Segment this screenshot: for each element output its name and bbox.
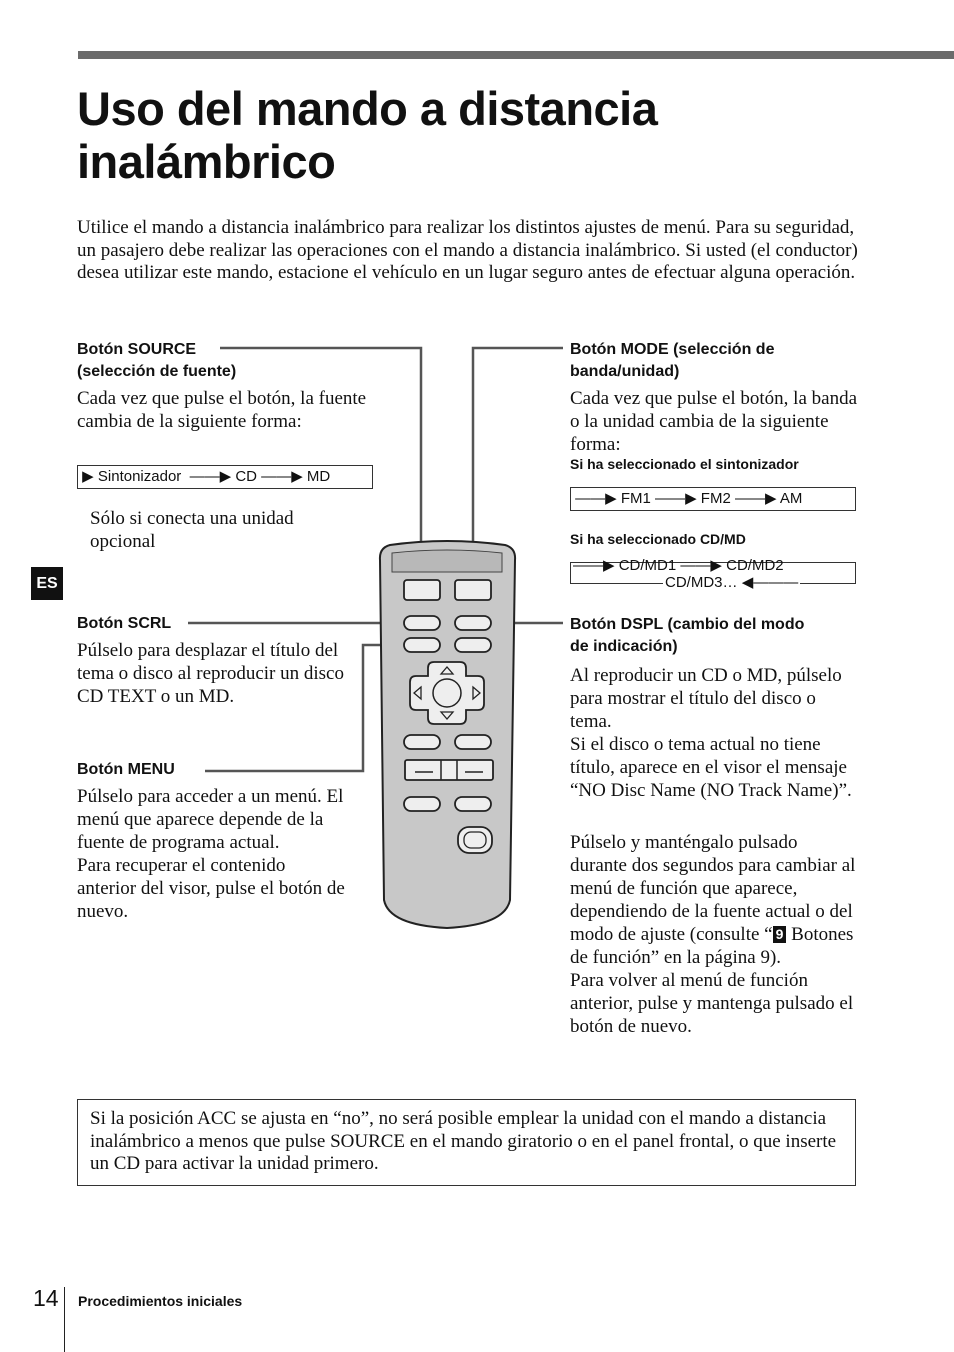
section-name: Procedimientos iniciales (78, 1293, 243, 1309)
remote-button (404, 797, 440, 811)
dspl-hold-description: Púlselo y manténgalo pulsado durante dos segundos para cambiar al menú de función que aparece, dependiendo de la fuente actual o del modo de ajuste (consulte “ 9 Botones de función” en la página 9). Para volver al menú de función anterior, pulse y mantenga pulsado el botón de nuevo. (570, 832, 856, 1037)
footer-divider (64, 1287, 65, 1352)
arrow-right-icon: ▶ (291, 468, 303, 485)
arrow-right-icon: ▶ (764, 490, 777, 507)
menu-leader-line (205, 645, 406, 771)
language-tab: ES (31, 567, 63, 600)
item-number-badge: 9 (773, 926, 787, 943)
cd-sequence-label: Si ha seleccionado CD/MD (570, 531, 746, 547)
arrow-right-icon: ▶ (82, 468, 94, 485)
remote-volume-rocker (405, 760, 493, 780)
menu-label: Botón MENU (77, 761, 175, 778)
source-label: Botón SOURCE (selección de fuente) (77, 341, 237, 380)
remote-ir-window (392, 550, 502, 572)
arrow-right-icon: ▶ (219, 468, 232, 485)
optional-unit-note: Sólo si conecta una unidad opcional (90, 508, 294, 552)
arrow-right-icon: ▶ (605, 490, 617, 507)
note-text: Si la posición ACC se ajusta en “no”, no será posible emplear la unidad con el mando a distancia inalámbrico a menos que pulse SOURCE en el mando giratorio o en el panel frontal, o que inserte un CD para activar la unidad primero. (90, 1108, 837, 1175)
remote-scrl-button (404, 616, 440, 630)
remote-off-button (458, 827, 492, 853)
dspl-description: Al reproducir un CD o MD, púlselo para mostrar el título del disco o tema. Si el disco o tema actual no tiene título, aparece en el visor el mensaje “NO Disc Name (NO Track Name)”. (570, 665, 852, 801)
remote-body (380, 541, 515, 928)
remote-list-button (455, 638, 491, 652)
source-sequence: ▶ Sintonizador ——▶ CD ——▶ MD (77, 465, 373, 489)
mode-label: Botón MODE (selección de banda/unidad) (570, 341, 775, 380)
remote-button (455, 797, 491, 811)
intro-paragraph: Utilice el mando a distancia inalámbrico para realizar los distintos ajustes de menú. Para su seguridad, un pasajero debe realizar las operaciones con el mando a distancia inalámbrico. Si usted (el conductor) desea utilizar este mando, estacione el vehículo en un lugar seguro antes de efectuar alguna operación. (77, 217, 858, 284)
source-description: Cada vez que pulse el botón, la fuente cambia de la siguiente forma: (77, 388, 367, 432)
dspl-label: Botón DSPL (cambio del modo de indicación) (570, 616, 805, 655)
remote-dspl-button (455, 616, 491, 630)
remote-menu-button (404, 638, 440, 652)
arrow-left-icon: ◀ (741, 574, 754, 591)
arrow-right-icon: ▶ (710, 557, 722, 574)
remote-mode-button (455, 580, 491, 600)
tuner-sequence: ——▶ FM1 ——▶ FM2 ——▶ AM (570, 487, 856, 511)
remote-button (404, 735, 440, 749)
scrl-label: Botón SCRL (77, 615, 172, 632)
scrl-description: Púlselo para desplazar el título del tema o disco al reproducir un disco CD TEXT o un MD. (77, 640, 344, 707)
remote-button (455, 735, 491, 749)
mode-description: Cada vez que pulse el botón, la banda o la unidad cambia de la siguiente forma: (570, 388, 858, 455)
remote-dpad-center (433, 679, 461, 707)
arrow-right-icon: ▶ (603, 557, 615, 574)
page-number: 14 (33, 1285, 59, 1311)
page-title: Uso del mando a distancia inalámbrico (77, 82, 658, 188)
tuner-sequence-label: Si ha seleccionado el sintonizador (570, 456, 799, 472)
arrow-right-icon: ▶ (685, 490, 697, 507)
menu-description: Púlselo para acceder a un menú. El menú que aparece depende de la fuente de programa actual. Para recuperar el contenido anterior del visor, pulse el botón de nuevo. (77, 786, 345, 922)
cd-sequence: ——▶ CD/MD1 ——▶ CD/MD2 CD/MD3… ◀——— (570, 562, 856, 584)
remote-source-button (404, 580, 440, 600)
